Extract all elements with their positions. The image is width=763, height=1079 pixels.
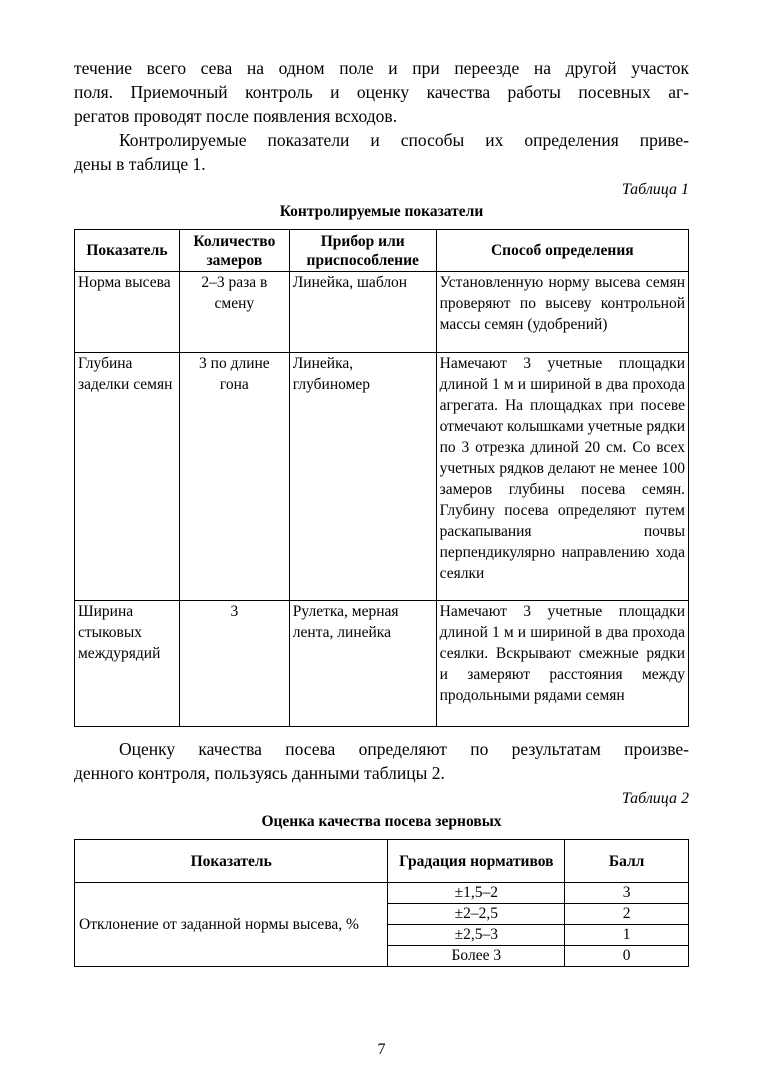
intro-line-3: регатов проводят после появления всходов. [74, 106, 398, 126]
table2-cell-score: 1 [565, 925, 689, 946]
table2 [74, 839, 689, 967]
table1-header-row [75, 230, 689, 272]
table-row [75, 883, 689, 904]
table2-header-row [75, 840, 689, 883]
table2-header-score: Балл [565, 840, 689, 883]
table2-caption: Таблица 2 [621, 790, 689, 807]
table-row [75, 272, 689, 353]
table1-cell-indicator: Ширина стыковых междурядий [75, 601, 180, 727]
table1-header-count: Количество замеров [179, 230, 289, 272]
table1-cell-indicator: Норма высева [75, 272, 180, 353]
table2-cell-score: 3 [565, 883, 689, 904]
table1 [74, 229, 689, 727]
table1-cell-method: Установленную норму высева семян проверяют по высеву контрольной массы семян (удобрений) [436, 272, 688, 353]
table1-cell-method: Намечают 3 учетные площадки длиной 1 м и шириной в два прохода сеялки. Вскрывают смежные рядки и замеряют расстояния между продольными рядами семян [436, 601, 688, 727]
table1-caption: Таблица 1 [621, 181, 689, 198]
table1-cell-count: 3 [179, 601, 289, 727]
table1-cell-method: Намечают 3 учетные площадки длиной 1 м и шириной в два прохода агрегата. На площадках при посеве отмечают колышками учетные рядки по 3 отрезка длиной 20 см. Со всех учетных рядков делают не менее 100 замеров глубины посева семян. Глубину посева определяют путем раскапывания почвы перпендикулярно направлению хода сеялки [436, 353, 688, 601]
table1-header-method: Способ определения [436, 230, 688, 272]
table1-cell-device: Линейка, глубиномер [289, 353, 436, 601]
table1-cell-device: Рулетка, мерная лента, линейка [289, 601, 436, 727]
table2-cell-indicator: Отклонение от заданной нормы высева, % [75, 883, 388, 967]
table2-header-grade: Градация нормативов [388, 840, 565, 883]
table1-header-indicator: Показатель [75, 230, 180, 272]
intro-para2-line-1: Контролируемые показатели и способы их определения приве- [119, 130, 689, 150]
intro-para2-line-2: дены в таблице 1. [74, 154, 206, 174]
table2-cell-grade: ±1,5–2 [388, 883, 565, 904]
table1-cell-indicator: Глубина заделки семян [75, 353, 180, 601]
table2-cell-grade: Более 3 [388, 946, 565, 967]
table2-cell-grade: ±2–2,5 [388, 904, 565, 925]
table2-cell-score: 0 [565, 946, 689, 967]
table2-title: Оценка качества посева зерновых [261, 813, 502, 830]
table2-cell-score: 2 [565, 904, 689, 925]
table2-header-indicator: Показатель [75, 840, 388, 883]
table1-header-device: Прибор или приспособление [289, 230, 436, 272]
middle-line-2: денного контроля, пользуясь данными таблицы 2. [74, 763, 445, 783]
intro-line-2: поля. Приемочный контроль и оценку качества работы посевных аг- [74, 82, 689, 102]
table1-cell-count: 2–3 раза в смену [179, 272, 289, 353]
middle-line-1: Оценку качества посева определяют по результатам произве- [119, 739, 689, 759]
table1-title: Контролируемые показатели [279, 203, 484, 220]
table-row [75, 353, 689, 601]
table1-cell-count: 3 по длине гона [179, 353, 289, 601]
table-row [75, 601, 689, 727]
table2-cell-grade: ±2,5–3 [388, 925, 565, 946]
page-number: 7 [377, 1041, 386, 1058]
table1-cell-device: Линейка, шаблон [289, 272, 436, 353]
intro-line-1: течение всего сева на одном поле и при переезде на другой участок [74, 58, 689, 78]
